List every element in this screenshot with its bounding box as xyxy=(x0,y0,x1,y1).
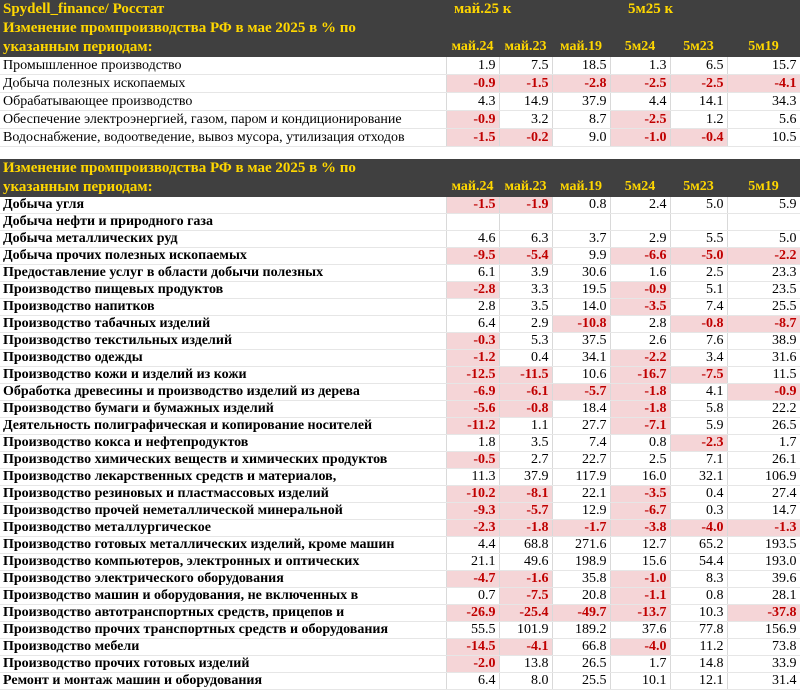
col-header: 5м24 xyxy=(610,38,670,57)
table2-title: указанным периодам: xyxy=(0,178,446,197)
value-cell: -7.5 xyxy=(499,588,552,605)
table1-title-line1: Изменение промпроизводства РФ в мае 2025 в % по xyxy=(0,19,446,38)
value-cell xyxy=(610,214,670,231)
value-cell: 30.6 xyxy=(552,265,610,282)
value-cell: 1.7 xyxy=(610,656,670,673)
value-cell: -2.2 xyxy=(727,248,800,265)
value-cell: 193.5 xyxy=(727,537,800,554)
value-cell: -1.9 xyxy=(499,197,552,214)
value-cell: -4.0 xyxy=(610,639,670,656)
value-cell: -10.2 xyxy=(446,486,499,503)
value-cell: -14.5 xyxy=(446,639,499,656)
table-row xyxy=(0,418,800,435)
value-cell: 4.3 xyxy=(446,93,499,111)
table-row xyxy=(0,93,800,111)
row-label: Производство прочих готовых изделий xyxy=(0,656,446,673)
value-cell: -1.1 xyxy=(610,588,670,605)
value-cell: -0.4 xyxy=(670,129,727,147)
value-cell: 2.6 xyxy=(610,333,670,350)
value-cell: 28.1 xyxy=(727,588,800,605)
row-label: Обработка древесины и производство изделий из дерева xyxy=(0,384,446,401)
value-cell: 6.4 xyxy=(446,673,499,690)
value-cell: 117.9 xyxy=(552,469,610,486)
value-cell: -37.8 xyxy=(727,605,800,622)
table-row xyxy=(0,673,800,690)
value-cell: 5.9 xyxy=(727,197,800,214)
table-row xyxy=(0,57,800,75)
value-cell: 39.6 xyxy=(727,571,800,588)
value-cell: 11.5 xyxy=(727,367,800,384)
row-label: Производство резиновых и пластмассовых изделий xyxy=(0,486,446,503)
value-cell: 5.3 xyxy=(499,333,552,350)
value-cell: 5.0 xyxy=(727,231,800,248)
row-label: Производство напитков xyxy=(0,299,446,316)
table2-header-row xyxy=(0,178,800,197)
value-cell: -4.7 xyxy=(446,571,499,588)
value-cell: 0.8 xyxy=(670,588,727,605)
value-cell: 12.1 xyxy=(670,673,727,690)
col-header: май.24 xyxy=(446,178,499,197)
table-row xyxy=(0,639,800,656)
value-cell: -6.6 xyxy=(610,248,670,265)
row-label: Предоставление услуг в области добычи полезных xyxy=(0,265,446,282)
value-cell: 16.0 xyxy=(610,469,670,486)
value-cell: 35.8 xyxy=(552,571,610,588)
value-cell: 34.1 xyxy=(552,350,610,367)
row-label: Производство автотранспортных средств, прицепов и xyxy=(0,605,446,622)
value-cell: -0.2 xyxy=(499,129,552,147)
value-cell: -3.8 xyxy=(610,520,670,537)
value-cell: -1.3 xyxy=(727,520,800,537)
value-cell: 1.8 xyxy=(446,435,499,452)
value-cell: 14.9 xyxy=(499,93,552,111)
row-label: Производство машин и оборудования, не включенных в xyxy=(0,588,446,605)
value-cell: 34.3 xyxy=(727,93,800,111)
value-cell: 106.9 xyxy=(727,469,800,486)
value-cell: 9.9 xyxy=(552,248,610,265)
table-row xyxy=(0,248,800,265)
value-cell: -0.8 xyxy=(670,316,727,333)
value-cell: 10.5 xyxy=(727,129,800,147)
value-cell: -2.5 xyxy=(670,75,727,93)
value-cell: 2.8 xyxy=(610,316,670,333)
value-cell: 27.4 xyxy=(727,486,800,503)
row-label: Производство готовых металлических изделий, кроме машин xyxy=(0,537,446,554)
row-label: Водоснабжение, водоотведение, вывоз мусора, утилизация отходов xyxy=(0,129,446,147)
value-cell: -26.9 xyxy=(446,605,499,622)
value-cell: -1.8 xyxy=(610,401,670,418)
value-cell xyxy=(552,214,610,231)
table-row xyxy=(0,503,800,520)
value-cell: -13.7 xyxy=(610,605,670,622)
value-cell: -0.9 xyxy=(727,384,800,401)
value-cell: -12.5 xyxy=(446,367,499,384)
table-row xyxy=(0,316,800,333)
value-cell: -0.3 xyxy=(446,333,499,350)
value-cell: -3.5 xyxy=(610,299,670,316)
row-label: Производство одежды xyxy=(0,350,446,367)
value-cell: 10.1 xyxy=(610,673,670,690)
value-cell: 2.9 xyxy=(610,231,670,248)
value-cell: 2.8 xyxy=(446,299,499,316)
value-cell: 4.4 xyxy=(446,537,499,554)
value-cell: -2.8 xyxy=(552,75,610,93)
row-label: Добыча нефти и природного газа xyxy=(0,214,446,231)
top-header-row xyxy=(0,0,800,19)
table-row xyxy=(0,367,800,384)
value-cell: 37.9 xyxy=(552,93,610,111)
value-cell: 15.7 xyxy=(727,57,800,75)
value-cell: -7.1 xyxy=(610,418,670,435)
value-cell: 189.2 xyxy=(552,622,610,639)
row-label: Производство текстильных изделий xyxy=(0,333,446,350)
value-cell: 8.7 xyxy=(552,111,610,129)
table-row xyxy=(0,656,800,673)
value-cell: -8.7 xyxy=(727,316,800,333)
row-label: Добыча угля xyxy=(0,197,446,214)
table2-title-row-1 xyxy=(0,159,800,178)
value-cell: 8.0 xyxy=(499,673,552,690)
table-row xyxy=(0,282,800,299)
value-cell: -1.8 xyxy=(499,520,552,537)
value-cell: 26.5 xyxy=(727,418,800,435)
value-cell: 2.4 xyxy=(610,197,670,214)
table-row xyxy=(0,622,800,639)
value-cell: 2.7 xyxy=(499,452,552,469)
value-cell: -11.5 xyxy=(499,367,552,384)
col-header: май.23 xyxy=(499,38,552,57)
value-cell: 49.6 xyxy=(499,554,552,571)
value-cell: 2.5 xyxy=(670,265,727,282)
row-label: Производство табачных изделий xyxy=(0,316,446,333)
value-cell: 15.6 xyxy=(610,554,670,571)
value-cell: 23.3 xyxy=(727,265,800,282)
row-label: Добыча полезных ископаемых xyxy=(0,75,446,93)
table-row xyxy=(0,537,800,554)
table-row xyxy=(0,554,800,571)
value-cell: 3.7 xyxy=(552,231,610,248)
value-cell: -1.0 xyxy=(610,571,670,588)
row-label: Добыча прочих полезных ископаемых xyxy=(0,248,446,265)
table-row xyxy=(0,111,800,129)
value-cell: 7.4 xyxy=(670,299,727,316)
row-label: Обрабатывающее производство xyxy=(0,93,446,111)
col-header: май.19 xyxy=(552,38,610,57)
source-label: Spydell_finance/ Росстат xyxy=(0,0,446,19)
value-cell: 68.8 xyxy=(499,537,552,554)
col-header: май.19 xyxy=(552,178,610,197)
value-cell: 3.9 xyxy=(499,265,552,282)
row-label: Производство металлургическое xyxy=(0,520,446,537)
value-cell: 9.0 xyxy=(552,129,610,147)
value-cell: -2.5 xyxy=(610,75,670,93)
value-cell: -0.8 xyxy=(499,401,552,418)
table2-title: Изменение промпроизводства РФ в мае 2025 в % по xyxy=(0,159,446,178)
value-cell: 4.4 xyxy=(610,93,670,111)
value-cell: 33.9 xyxy=(727,656,800,673)
value-cell: 198.9 xyxy=(552,554,610,571)
value-cell: 14.0 xyxy=(552,299,610,316)
table-row xyxy=(0,588,800,605)
value-cell: 1.9 xyxy=(446,57,499,75)
value-cell: 156.9 xyxy=(727,622,800,639)
value-cell: 5.0 xyxy=(670,197,727,214)
value-cell: 25.5 xyxy=(727,299,800,316)
value-cell: 65.2 xyxy=(670,537,727,554)
row-label: Производство химических веществ и химических продуктов xyxy=(0,452,446,469)
table-row xyxy=(0,75,800,93)
col-header: май.24 xyxy=(446,38,499,57)
row-label: Производство мебели xyxy=(0,639,446,656)
value-cell: -0.5 xyxy=(446,452,499,469)
value-cell: 25.5 xyxy=(552,673,610,690)
value-cell: 271.6 xyxy=(552,537,610,554)
value-cell: -25.4 xyxy=(499,605,552,622)
value-cell: 14.8 xyxy=(670,656,727,673)
value-cell: 37.5 xyxy=(552,333,610,350)
value-cell: 73.8 xyxy=(727,639,800,656)
value-cell: -10.8 xyxy=(552,316,610,333)
value-cell: -2.0 xyxy=(446,656,499,673)
value-cell: -16.7 xyxy=(610,367,670,384)
value-cell: 23.5 xyxy=(727,282,800,299)
value-cell: 5.9 xyxy=(670,418,727,435)
table1-title-row-1 xyxy=(0,19,800,38)
value-cell: 18.4 xyxy=(552,401,610,418)
table-row xyxy=(0,129,800,147)
value-cell: 8.3 xyxy=(670,571,727,588)
value-cell: 22.7 xyxy=(552,452,610,469)
value-cell: 20.8 xyxy=(552,588,610,605)
value-cell: 0.3 xyxy=(670,503,727,520)
value-cell: -4.1 xyxy=(499,639,552,656)
value-cell: -5.7 xyxy=(552,384,610,401)
table-row xyxy=(0,435,800,452)
value-cell: 31.6 xyxy=(727,350,800,367)
value-cell: 0.4 xyxy=(670,486,727,503)
col-header: 5м23 xyxy=(670,178,727,197)
value-cell: 14.1 xyxy=(670,93,727,111)
value-cell: 0.7 xyxy=(446,588,499,605)
value-cell: 37.9 xyxy=(499,469,552,486)
value-cell: 11.3 xyxy=(446,469,499,486)
value-cell: -0.9 xyxy=(446,111,499,129)
value-cell: 7.6 xyxy=(670,333,727,350)
value-cell: -5.6 xyxy=(446,401,499,418)
value-cell: 31.4 xyxy=(727,673,800,690)
table-row xyxy=(0,486,800,503)
value-cell: 2.9 xyxy=(499,316,552,333)
value-cell: 7.1 xyxy=(670,452,727,469)
value-cell: 6.1 xyxy=(446,265,499,282)
value-cell: 12.7 xyxy=(610,537,670,554)
spacer-row xyxy=(0,147,800,160)
value-cell: 38.9 xyxy=(727,333,800,350)
value-cell: -6.1 xyxy=(499,384,552,401)
table-row xyxy=(0,197,800,214)
value-cell: -6.7 xyxy=(610,503,670,520)
period-a-label: май.25 к xyxy=(446,0,610,19)
value-cell: 10.6 xyxy=(552,367,610,384)
value-cell: 55.5 xyxy=(446,622,499,639)
value-cell: 18.5 xyxy=(552,57,610,75)
value-cell: -2.3 xyxy=(446,520,499,537)
value-cell: -0.9 xyxy=(610,282,670,299)
value-cell: 3.2 xyxy=(499,111,552,129)
value-cell xyxy=(446,214,499,231)
value-cell: 1.1 xyxy=(499,418,552,435)
value-cell: -2.5 xyxy=(610,111,670,129)
table-row xyxy=(0,401,800,418)
value-cell: 6.4 xyxy=(446,316,499,333)
col-header: 5м24 xyxy=(610,178,670,197)
col-header: май.23 xyxy=(499,178,552,197)
table1-title-line2: указанным периодам: xyxy=(0,38,446,57)
value-cell: 4.6 xyxy=(446,231,499,248)
table-row xyxy=(0,605,800,622)
value-cell: 101.9 xyxy=(499,622,552,639)
value-cell: 66.8 xyxy=(552,639,610,656)
row-label: Производство кокса и нефтепродуктов xyxy=(0,435,446,452)
value-cell: 1.2 xyxy=(670,111,727,129)
value-cell: 193.0 xyxy=(727,554,800,571)
value-cell: 54.4 xyxy=(670,554,727,571)
table-row xyxy=(0,333,800,350)
value-cell: 10.3 xyxy=(670,605,727,622)
value-cell: 6.5 xyxy=(670,57,727,75)
value-cell: -1.0 xyxy=(610,129,670,147)
value-cell: -9.3 xyxy=(446,503,499,520)
row-label: Производство компьютеров, электронных и оптических xyxy=(0,554,446,571)
value-cell: 1.3 xyxy=(610,57,670,75)
value-cell: 22.1 xyxy=(552,486,610,503)
value-cell: 5.8 xyxy=(670,401,727,418)
table-row xyxy=(0,299,800,316)
value-cell: -1.5 xyxy=(446,197,499,214)
row-label: Промышленное производство xyxy=(0,57,446,75)
col-header: 5м19 xyxy=(727,178,800,197)
value-cell: -1.5 xyxy=(499,75,552,93)
row-label: Добыча металлических руд xyxy=(0,231,446,248)
value-cell: 14.7 xyxy=(727,503,800,520)
col-header: 5м19 xyxy=(727,38,800,57)
value-cell: -1.2 xyxy=(446,350,499,367)
value-cell: -5.0 xyxy=(670,248,727,265)
table1-header-row xyxy=(0,38,800,57)
table-row xyxy=(0,571,800,588)
row-label: Деятельность полиграфическая и копирование носителей xyxy=(0,418,446,435)
value-cell: 1.7 xyxy=(727,435,800,452)
row-label: Производство лекарственных средств и материалов, xyxy=(0,469,446,486)
row-label: Производство прочих транспортных средств и оборудования xyxy=(0,622,446,639)
value-cell: -5.7 xyxy=(499,503,552,520)
value-cell: 4.1 xyxy=(670,384,727,401)
table-row xyxy=(0,265,800,282)
value-cell: -2.8 xyxy=(446,282,499,299)
row-label: Обеспечение электроэнергией, газом, паром и кондиционирование xyxy=(0,111,446,129)
value-cell: 3.5 xyxy=(499,435,552,452)
value-cell xyxy=(499,214,552,231)
value-cell: -4.0 xyxy=(670,520,727,537)
value-cell: 37.6 xyxy=(610,622,670,639)
value-cell: 26.5 xyxy=(552,656,610,673)
row-label: Производство бумаги и бумажных изделий xyxy=(0,401,446,418)
row-label: Производство кожи и изделий из кожи xyxy=(0,367,446,384)
value-cell: 27.7 xyxy=(552,418,610,435)
value-cell: 3.5 xyxy=(499,299,552,316)
value-cell: 7.5 xyxy=(499,57,552,75)
value-cell: 13.8 xyxy=(499,656,552,673)
value-cell: 12.9 xyxy=(552,503,610,520)
value-cell xyxy=(670,214,727,231)
value-cell: 3.3 xyxy=(499,282,552,299)
value-cell: 0.8 xyxy=(552,197,610,214)
value-cell: -11.2 xyxy=(446,418,499,435)
value-cell: -2.2 xyxy=(610,350,670,367)
row-label: Производство прочей неметаллической минеральной xyxy=(0,503,446,520)
value-cell: -9.5 xyxy=(446,248,499,265)
value-cell xyxy=(727,214,800,231)
value-cell: -1.6 xyxy=(499,571,552,588)
row-label: Производство пищевых продуктов xyxy=(0,282,446,299)
period-b-label: 5м25 к xyxy=(610,0,800,19)
value-cell: 19.5 xyxy=(552,282,610,299)
value-cell: -4.1 xyxy=(727,75,800,93)
value-cell: 26.1 xyxy=(727,452,800,469)
table-row xyxy=(0,452,800,469)
value-cell: 11.2 xyxy=(670,639,727,656)
row-label: Производство электрического оборудования xyxy=(0,571,446,588)
value-cell: 2.5 xyxy=(610,452,670,469)
value-cell: -1.8 xyxy=(610,384,670,401)
table-row xyxy=(0,520,800,537)
table-row xyxy=(0,350,800,367)
row-label: Ремонт и монтаж машин и оборудования xyxy=(0,673,446,690)
value-cell: -5.4 xyxy=(499,248,552,265)
value-cell: 3.4 xyxy=(670,350,727,367)
value-cell: 21.1 xyxy=(446,554,499,571)
value-cell: 0.4 xyxy=(499,350,552,367)
value-cell: 5.1 xyxy=(670,282,727,299)
value-cell: 5.5 xyxy=(670,231,727,248)
col-header: 5м23 xyxy=(670,38,727,57)
value-cell: -49.7 xyxy=(552,605,610,622)
value-cell: -2.3 xyxy=(670,435,727,452)
value-cell: -8.1 xyxy=(499,486,552,503)
value-cell: -0.9 xyxy=(446,75,499,93)
value-cell: 0.8 xyxy=(610,435,670,452)
value-cell: 1.6 xyxy=(610,265,670,282)
table-row xyxy=(0,384,800,401)
value-cell: -7.5 xyxy=(670,367,727,384)
value-cell: 22.2 xyxy=(727,401,800,418)
value-cell: 7.4 xyxy=(552,435,610,452)
value-cell: 6.3 xyxy=(499,231,552,248)
value-cell: -1.5 xyxy=(446,129,499,147)
value-cell: 5.6 xyxy=(727,111,800,129)
value-cell: 32.1 xyxy=(670,469,727,486)
table-row xyxy=(0,214,800,231)
value-cell: -6.9 xyxy=(446,384,499,401)
table-row xyxy=(0,469,800,486)
value-cell: -3.5 xyxy=(610,486,670,503)
value-cell: 77.8 xyxy=(670,622,727,639)
table-row xyxy=(0,231,800,248)
value-cell: -1.7 xyxy=(552,520,610,537)
